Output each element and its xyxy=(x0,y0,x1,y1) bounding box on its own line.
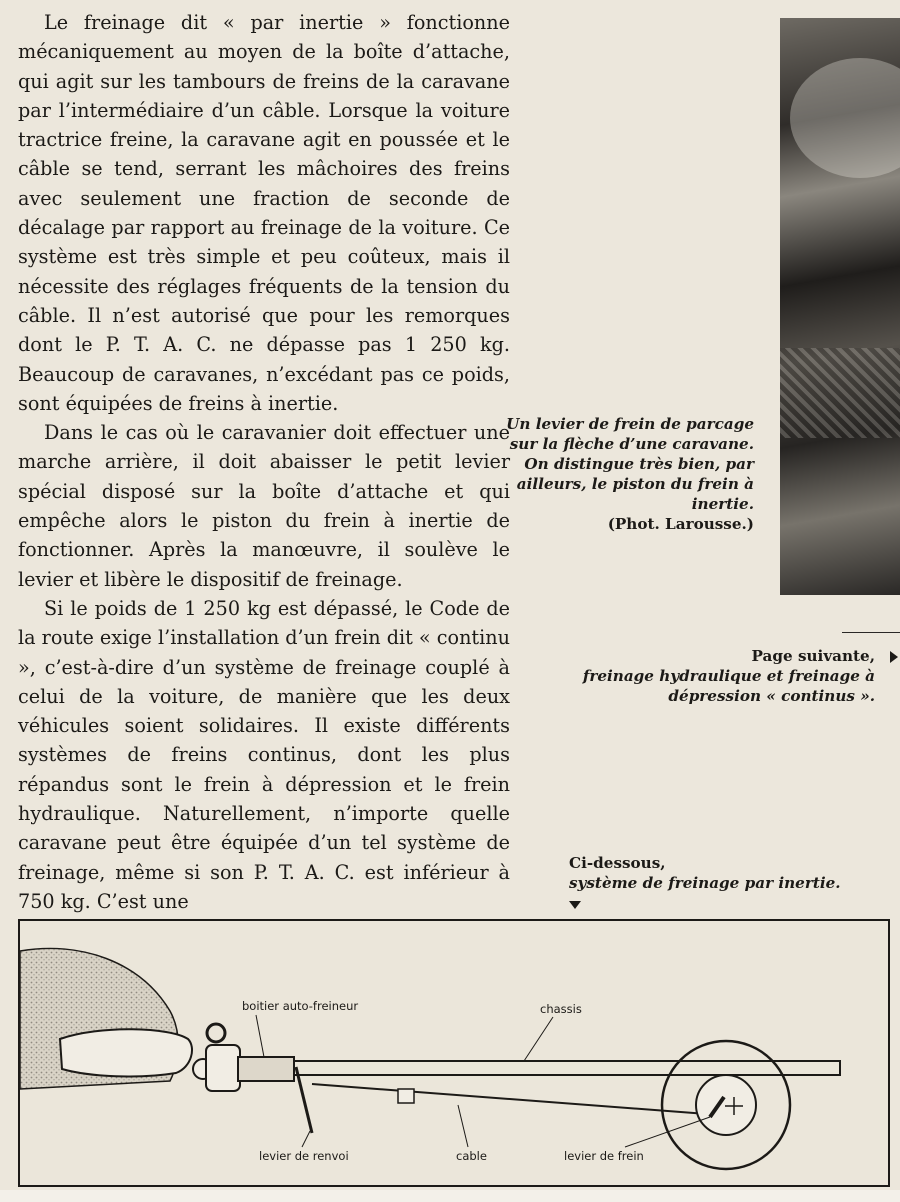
below-text: système de freinage par inertie. xyxy=(569,874,841,892)
brake-cable xyxy=(312,1084,720,1115)
paragraph-2: Dans le cas où le caravanier doit effectuer une marche arrière, il doit abaisser le petit levier spécial disposé sur la boîte d’attache et qui empêche alors le piston du frein à inertie de fonctionner. Après la manœuvre, il soulève le levier et libère le dispositif de freinage. xyxy=(18,421,510,591)
boitier-auto-freineur xyxy=(238,1057,294,1081)
below-caption xyxy=(569,853,889,893)
photo-credit: (Phot. Larousse.) xyxy=(607,515,754,533)
draw-tube xyxy=(294,1061,840,1075)
label-chassis: chassis xyxy=(540,1002,582,1016)
label-boitier: boitier auto-freineur xyxy=(242,999,359,1013)
car-bumper xyxy=(60,1029,192,1076)
photo-caption xyxy=(494,414,754,534)
next-page-lead: Page suivante, xyxy=(751,647,875,665)
diagram-drawing xyxy=(20,921,888,1185)
label-levier-frein: levier de frein xyxy=(564,1149,644,1163)
leader-chassis xyxy=(524,1017,553,1061)
wheel-drum xyxy=(696,1075,756,1135)
cable-adjuster xyxy=(398,1089,414,1103)
caption-divider xyxy=(842,632,900,633)
leader-renvoi xyxy=(302,1131,310,1147)
leader-cable xyxy=(458,1105,468,1147)
arrow-right-icon xyxy=(890,651,898,663)
next-page-caption xyxy=(545,646,875,706)
arrow-down-icon xyxy=(569,901,581,909)
coupling-handle xyxy=(207,1024,225,1042)
next-page-text: freinage hydraulique et freinage à dépression « continus ». xyxy=(582,667,875,705)
label-cable: cable xyxy=(456,1149,487,1163)
paragraph-3: Si le poids de 1 250 kg est dépassé, le Code de la route exige l’installation d’un frein dit « continu », c’est-à-dire d’un système de freinage couplé à celui de la voiture, de manière que les deux véhicules soient solidaires. Il existe différents systèmes de freins continus, dont les plus répandus sont le frein à dépression et le frein hydraulique. Naturellement, n’importe quelle caravane peut être équipée d’un tel système de freinage, même si son P. T. A. C. est inférieur à 750 kg. C’est une xyxy=(18,596,510,913)
label-levier-renvoi: levier de renvoi xyxy=(259,1149,349,1163)
leader-levier-frein xyxy=(625,1117,710,1147)
leader-boitier xyxy=(256,1015,264,1057)
paragraph-1: Le freinage dit « par inertie » fonctionne mécaniquement au moyen de la boîte d’attache, qui agit sur les tambours de freins de la caravane par l’intermédiaire d’un câble. Lorsque la voiture tractrice freine, la caravane agit en poussée et le câble se tend, serrant les mâchoires des freins avec seulement une fraction de seconde de décalage par rapport au freinage de la voiture. Ce système est très simple et peu coûteux, mais il nécessite des réglages fréquents de la tension du câble. Il n’est autorisé que pour les remorques dont le P. T. A. C. ne dépasse pas 1 250 kg. Beaucoup de caravanes, n’excédant pas ce poids, sont équipées de freins à inertie. xyxy=(18,11,510,415)
photo-caption-text: Un levier de frein de parcage sur la flèche d’une caravane. On distingue très bien, par ailleurs, le piston du frein à inertie. xyxy=(506,415,754,513)
inertia-brake-diagram xyxy=(18,919,890,1187)
below-lead: Ci-dessous, xyxy=(569,854,666,872)
levier-de-renvoi xyxy=(296,1067,312,1133)
brake-lever-photo xyxy=(780,18,900,595)
coupling-head xyxy=(206,1045,240,1091)
body-text-column xyxy=(18,8,510,916)
page-bottom-edge xyxy=(0,1190,900,1202)
